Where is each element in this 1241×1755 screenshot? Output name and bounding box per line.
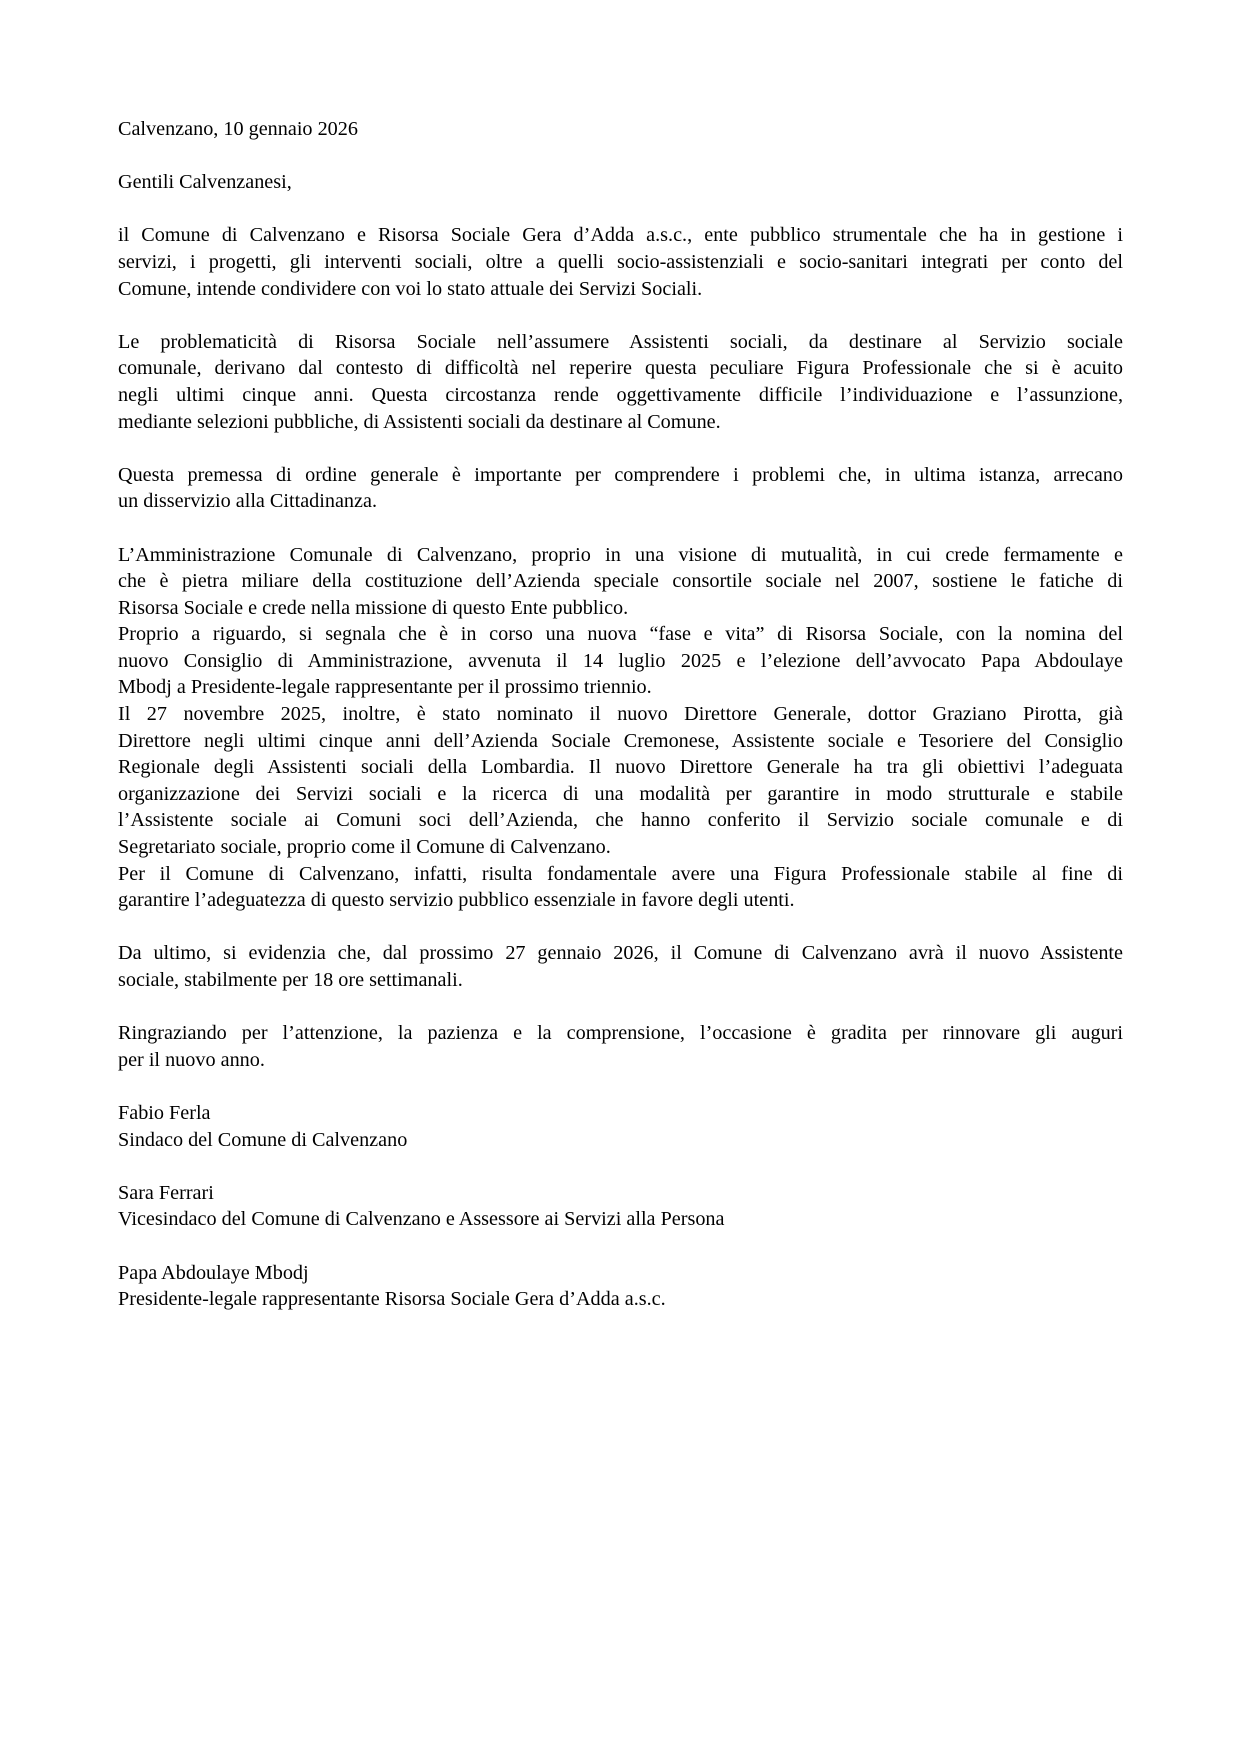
- letter-page: [118, 116, 1123, 1339]
- paragraph-line: Il 27 novembre 2025, inoltre, è stato nominato il nuovo Direttore Generale, dottor Graziano Pirotta, già: [118, 703, 1123, 726]
- paragraph-line: Regionale degli Assistenti sociali della Lombardia. Il nuovo Direttore Generale ha tra gli obiettivi l’adeguata: [118, 756, 1123, 779]
- paragraph-administration: [118, 542, 1123, 914]
- paragraph-line: per il nuovo anno.: [118, 1048, 265, 1071]
- salutation-line: Gentili Calvenzanesi,: [118, 171, 292, 194]
- paragraph-line: Comune, intende condividere con voi lo stato attuale dei Servizi Sociali.: [118, 277, 703, 300]
- signatory-name: Fabio Ferla: [118, 1101, 211, 1124]
- paragraph-closing: [118, 1020, 1123, 1073]
- paragraph-line: comunale, derivano dal contesto di difficoltà nel reperire questa peculiare Figura Professionale che si è acuito: [118, 357, 1123, 380]
- signatory-name: Papa Abdoulaye Mbodj: [118, 1261, 309, 1284]
- paragraph-line: servizi, i progetti, gli interventi sociali, oltre a quelli socio-assistenziali e socio-sanitari integrati per conto del: [118, 250, 1123, 273]
- paragraph-line: sociale, stabilmente per 18 ore settimanali.: [118, 969, 463, 991]
- paragraph-line: Ringraziando per l’attenzione, la pazienza e la comprensione, l’occasione è gradita per rinnovare gli auguri: [118, 1022, 1123, 1045]
- signatory-role: Sindaco del Comune di Calvenzano: [118, 1128, 408, 1151]
- paragraph-line: negli ultimi cinque anni. Questa circostanza rende oggettivamente difficile l’individuazione e l’assunzione,: [118, 383, 1123, 406]
- date-line: Calvenzano, 10 gennaio 2026: [118, 118, 358, 140]
- paragraph-intro: [118, 222, 1123, 302]
- paragraph-line: Mbodj a Presidente-legale rappresentante per il prossimo triennio.: [118, 676, 652, 699]
- paragraph-line: Segretariato sociale, proprio come il Comune di Calvenzano.: [118, 836, 611, 859]
- signature-vice-mayor: [118, 1180, 1123, 1233]
- paragraph-line: Proprio a riguardo, si segnala che è in corso una nuova “fase e vita” di Risorsa Sociale, con la nomina del: [118, 623, 1123, 646]
- paragraph-line: Risorsa Sociale e crede nella missione di questo Ente pubblico.: [118, 596, 629, 619]
- paragraph-staffing-problems: [118, 329, 1123, 435]
- paragraph-line: Le problematicità di Risorsa Sociale nell’assumere Assistenti sociali, da destinare al Servizio sociale: [118, 330, 1123, 353]
- paragraph-new-assistant: [118, 940, 1123, 993]
- paragraph-line: garantire l’adeguatezza di questo servizio pubblico essenziale in favore degli utenti.: [118, 889, 795, 912]
- paragraph-line: organizzazione dei Servizi sociali e la ricerca di una modalità per garantire in modo strutturale e stabile: [118, 782, 1123, 805]
- letter-salutation: [118, 169, 1123, 196]
- paragraph-line: un disservizio alla Cittadinanza.: [118, 490, 377, 513]
- paragraph-line: Questa premessa di ordine generale è importante per comprendere i problemi che, in ultima istanza, arrecano: [118, 463, 1123, 486]
- paragraph-premise: [118, 462, 1123, 515]
- signatory-role: Presidente-legale rappresentante Risorsa Sociale Gera d’Adda a.s.c.: [118, 1288, 666, 1311]
- signature-president: [118, 1260, 1123, 1313]
- paragraph-line: Per il Comune di Calvenzano, infatti, risulta fondamentale avere una Figura Professionale stabile al fine di: [118, 862, 1123, 885]
- signature-mayor: [118, 1100, 1123, 1153]
- signatory-name: Sara Ferrari: [118, 1181, 214, 1204]
- paragraph-line: mediante selezioni pubbliche, di Assistenti sociali da destinare al Comune.: [118, 410, 721, 433]
- paragraph-line: l’Assistente sociale ai Comuni soci dell’Azienda, che hanno conferito il Servizio sociale comunale e di: [118, 809, 1123, 832]
- signatory-role: Vicesindaco del Comune di Calvenzano e Assessore ai Servizi alla Persona: [118, 1208, 725, 1231]
- paragraph-line: il Comune di Calvenzano e Risorsa Sociale Gera d’Adda a.s.c., ente pubblico strumentale che ha in gestione i: [118, 224, 1123, 247]
- paragraph-line: Direttore negli ultimi cinque anni dell’Azienda Sociale Cremonese, Assistente sociale e Tesoriere del Consiglio: [118, 729, 1123, 752]
- paragraph-line: Da ultimo, si evidenzia che, dal prossimo 27 gennaio 2026, il Comune di Calvenzano avrà il nuovo Assistente: [118, 942, 1123, 965]
- paragraph-line: L’Amministrazione Comunale di Calvenzano, proprio in una visione di mutualità, in cui crede fermamente e: [118, 543, 1123, 566]
- paragraph-line: nuovo Consiglio di Amministrazione, avvenuta il 14 luglio 2025 e l’elezione dell’avvocato Papa Abdoulaye: [118, 649, 1123, 672]
- letter-date: [118, 116, 1123, 143]
- paragraph-line: che è pietra miliare della costituzione dell’Azienda speciale consortile sociale nel 2007, sostiene le fatiche di: [118, 570, 1123, 593]
